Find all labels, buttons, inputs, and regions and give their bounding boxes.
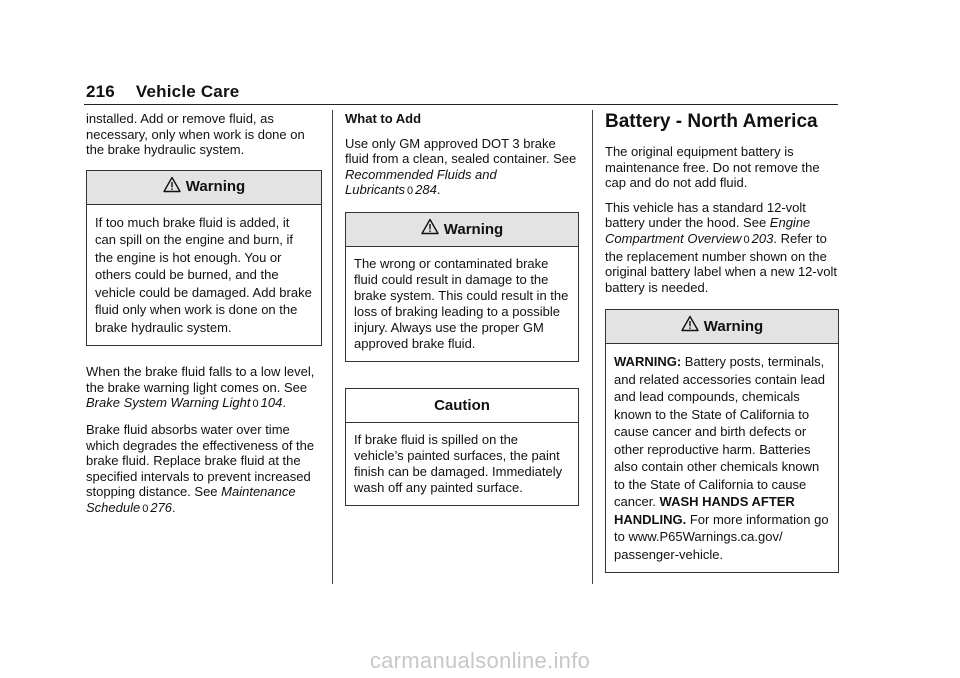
paragraph-standard-battery: This vehicle has a standard 12-volt battery under the hood. See Engine Compartment Overview 0 203. Refer to the replacement number shown on the original battery label when a new 12-volt battery is needed.: [605, 199, 837, 295]
paragraph-use-only: Use only GM approved DOT 3 brake fluid from a clean, sealed container. See Recommended Fluids and Lubricants 0 284.: [345, 135, 577, 198]
warning-text: The wrong or contaminated brake fluid could result in damage to the brake system. This could result in the loss of braking leading to a possible injury. Always use the proper GM approved brake fluid.: [354, 255, 569, 351]
link-maintenance-schedule[interactable]: Maintenance Schedule: [86, 484, 296, 516]
warning-header: [346, 213, 578, 247]
page-ref-arrow-icon: 0: [743, 233, 750, 246]
paragraph-intro: installed. Add or remove fluid, as necessary, only when work is done on the brake hydraulic system.: [86, 111, 305, 158]
warning-box-battery-lead: [605, 309, 839, 573]
caution-title: Caution: [434, 396, 490, 414]
warning-header: [87, 171, 321, 205]
caution-header: [346, 389, 578, 423]
column-2: [345, 111, 579, 524]
page-header: [86, 82, 239, 102]
link-engine-compartment[interactable]: Engine Compartment Overview: [605, 215, 811, 246]
paragraph-absorbs-water: Brake fluid absorbs water over time which degrades the effectiveness of the brake fluid. Replace brake fluid at the specified intervals to prevent increased stopping distance. See Maintenance Schedule 0 276.: [86, 422, 315, 516]
paragraph-maintenance-free: The original equipment battery is maintenance free. Do not remove the cap and do not add fluid.: [605, 144, 820, 191]
warning-title: Warning: [185, 178, 246, 196]
warning-box-overfill: [86, 170, 322, 347]
page-ref-arrow-icon: 0: [252, 398, 259, 411]
column-3: [605, 111, 839, 591]
column-1: [86, 111, 322, 527]
section-title: Vehicle Care: [135, 82, 240, 101]
warning-header: [606, 310, 838, 344]
page-ref-203[interactable]: 203: [751, 230, 774, 246]
warning-title: Warning: [443, 220, 504, 238]
page-ref-104[interactable]: 104: [260, 395, 283, 411]
header-rule: [84, 104, 838, 105]
warning-triangle-icon: [681, 315, 699, 332]
column-divider-1: [332, 110, 333, 584]
warning-text: WARNING: Battery posts, terminals, and related accessories contain lead and lead compounds, chemicals known to the State of California to cause cancer and birth defects or other reproductive harm. Batteries also contain other chemicals known to the State of California to cause cancer. WASH HANDS AFTER HANDLING. For more information go to www.P65Warnings.ca.gov/ passenger-vehicle.: [614, 354, 829, 562]
link-recommended-fluids[interactable]: Recommended Fluids and Lubricants: [345, 166, 497, 198]
page-ref-276[interactable]: 276: [150, 500, 173, 516]
warning-box-contaminated: [345, 212, 579, 362]
warning-triangle-icon: [163, 176, 181, 193]
warning-text: If too much brake fluid is added, it can spill on the engine and burn, if the engine is hot enough. You or others could be burned, and the vehicle could be damaged. Add brake fluid only when work is done on the brake hydraulic system.: [95, 214, 312, 335]
caution-box-paint: [345, 388, 579, 506]
section-heading-battery: Battery - North America: [605, 111, 818, 132]
subheading-what-to-add: What to Add: [345, 111, 422, 126]
paragraph-low-level: When the brake fluid falls to a low level, the brake warning light comes on. See Brake System Warning Light 0 104.: [86, 364, 315, 411]
page-ref-arrow-icon: 0: [142, 503, 149, 516]
warning-title: Warning: [703, 318, 764, 336]
page-ref-284[interactable]: 284: [415, 182, 437, 198]
page-number: 216: [86, 82, 115, 101]
column-divider-2: [592, 110, 593, 584]
watermark: carmanualsonline.info: [369, 648, 591, 673]
warning-triangle-icon: [421, 218, 439, 235]
link-brake-warning-light[interactable]: Brake System Warning Light: [86, 395, 251, 411]
caution-text: If brake fluid is spilled on the vehicle’s painted surfaces, the paint finish can be damaged. Immediately wash off any painted surface.: [354, 431, 563, 495]
page-ref-arrow-icon: 0: [406, 185, 414, 198]
